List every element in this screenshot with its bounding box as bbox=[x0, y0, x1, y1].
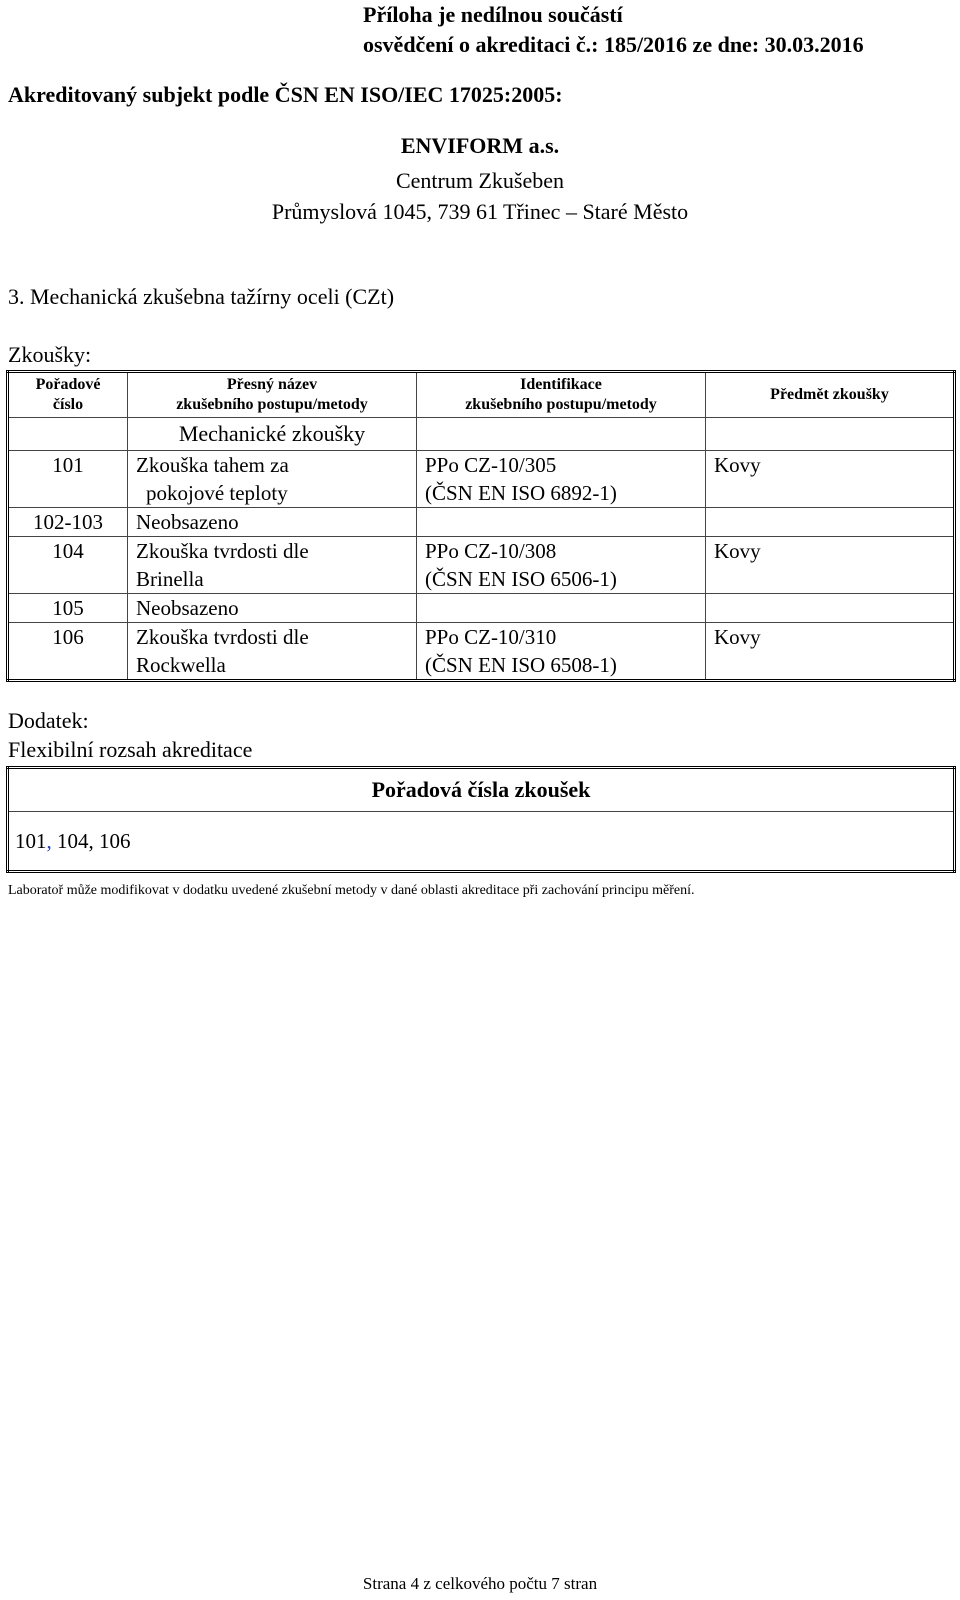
row-method-name bbox=[128, 451, 417, 508]
header-order-number-line1: Pořadové bbox=[35, 376, 101, 393]
table-header-row bbox=[8, 372, 955, 418]
row-number: 106 bbox=[8, 623, 128, 681]
header-method-name-line1: Přesný název bbox=[226, 376, 318, 393]
flex-number-c: , 106 bbox=[88, 828, 131, 853]
row-test-subject: Kovy bbox=[706, 623, 955, 681]
group-empty-cell bbox=[417, 418, 706, 451]
row-number: 104 bbox=[8, 537, 128, 594]
group-row bbox=[8, 418, 955, 451]
row-method-id bbox=[417, 537, 706, 594]
table-row bbox=[8, 451, 955, 508]
group-empty-cell bbox=[706, 418, 955, 451]
row-method-name: Neobsazeno bbox=[128, 594, 417, 623]
company-address: Průmyslová 1045, 739 61 Třinec – Staré Město bbox=[271, 199, 689, 224]
row-method-name-line2: pokojové teploty bbox=[146, 481, 288, 505]
table-row bbox=[8, 508, 955, 537]
annex-header bbox=[363, 0, 864, 60]
row-test-subject: Kovy bbox=[706, 537, 955, 594]
flex-table-header-row bbox=[8, 768, 955, 812]
company-name: ENVIFORM a.s. bbox=[400, 133, 560, 158]
row-method-id-line1: PPo CZ-10/308 bbox=[425, 539, 557, 563]
row-method-id bbox=[417, 508, 706, 537]
row-number: 101 bbox=[8, 451, 128, 508]
accredited-subject-label: Akreditovaný subjekt podle ČSN EN ISO/IEC 17025:2005: bbox=[8, 82, 563, 107]
tests-label: Zkoušky: bbox=[8, 342, 92, 367]
annex-header-line2: osvědčení o akreditaci č.: 185/2016 ze dne: 30.03.2016 bbox=[363, 32, 864, 57]
row-method-name bbox=[128, 537, 417, 594]
header-method-id-line2: zkušebního postupu/metody bbox=[465, 396, 657, 413]
row-method-name bbox=[128, 623, 417, 681]
row-method-name-line1: Zkouška tvrdosti dle bbox=[136, 539, 309, 563]
row-test-subject: Kovy bbox=[706, 451, 955, 508]
row-method-id bbox=[417, 623, 706, 681]
flexible-scope-table bbox=[6, 766, 956, 873]
annex-header-line1: Příloha je nedílnou součástí bbox=[363, 2, 623, 27]
row-method-id-line1: PPo CZ-10/305 bbox=[425, 453, 557, 477]
flex-number-a: 101 bbox=[15, 828, 47, 853]
section-title: 3. Mechanická zkušebna tažírny oceli (CZt) bbox=[8, 284, 395, 309]
header-method-name bbox=[128, 372, 417, 418]
row-test-subject bbox=[706, 508, 955, 537]
table-row bbox=[8, 594, 955, 623]
row-method-id bbox=[417, 451, 706, 508]
table-row bbox=[8, 623, 955, 681]
row-number: 105 bbox=[8, 594, 128, 623]
row-method-name-line2: Brinella bbox=[136, 567, 204, 591]
row-method-name-line1: Zkouška tahem za bbox=[136, 453, 289, 477]
flexible-scope-label: Flexibilní rozsah akreditace bbox=[8, 737, 253, 762]
group-title: Mechanické zkoušky bbox=[128, 418, 417, 451]
header-method-id-line1: Identifikace bbox=[520, 376, 602, 393]
page-footer: Strana 4 z celkového počtu 7 stran bbox=[362, 1574, 598, 1593]
header-order-number bbox=[8, 372, 128, 418]
flex-number-b: 104 bbox=[51, 828, 89, 853]
group-empty-cell bbox=[8, 418, 128, 451]
header-order-number-line2: číslo bbox=[52, 396, 84, 413]
header-method-name-line2: zkušebního postupu/metody bbox=[176, 396, 368, 413]
row-method-id-line2: (ČSN EN ISO 6508-1) bbox=[425, 653, 617, 677]
flex-table-body-row bbox=[8, 812, 955, 872]
row-method-id-line2: (ČSN EN ISO 6892-1) bbox=[425, 481, 617, 505]
tests-table bbox=[6, 370, 956, 682]
row-method-id bbox=[417, 594, 706, 623]
flex-number-b-prefix: , bbox=[46, 828, 52, 853]
row-number: 102-103 bbox=[8, 508, 128, 537]
flex-table-header: Pořadová čísla zkoušek bbox=[8, 768, 955, 812]
row-method-name: Neobsazeno bbox=[128, 508, 417, 537]
header-test-subject: Předmět zkoušky bbox=[706, 372, 955, 418]
company-centre: Centrum Zkušeben bbox=[395, 168, 565, 193]
table-row bbox=[8, 537, 955, 594]
flex-test-numbers bbox=[8, 812, 955, 872]
addendum-label: Dodatek: bbox=[8, 708, 89, 733]
row-method-id-line1: PPo CZ-10/310 bbox=[425, 625, 557, 649]
row-method-name-line2: Rockwella bbox=[136, 653, 226, 677]
row-method-name-line1: Zkouška tvrdosti dle bbox=[136, 625, 309, 649]
header-method-id bbox=[417, 372, 706, 418]
row-test-subject bbox=[706, 594, 955, 623]
addendum-note: Laboratoř může modifikovat v dodatku uvedené zkušební metody v dané oblasti akreditace při zachování principu měření. bbox=[8, 883, 695, 898]
row-method-id-line2: (ČSN EN ISO 6506-1) bbox=[425, 567, 617, 591]
